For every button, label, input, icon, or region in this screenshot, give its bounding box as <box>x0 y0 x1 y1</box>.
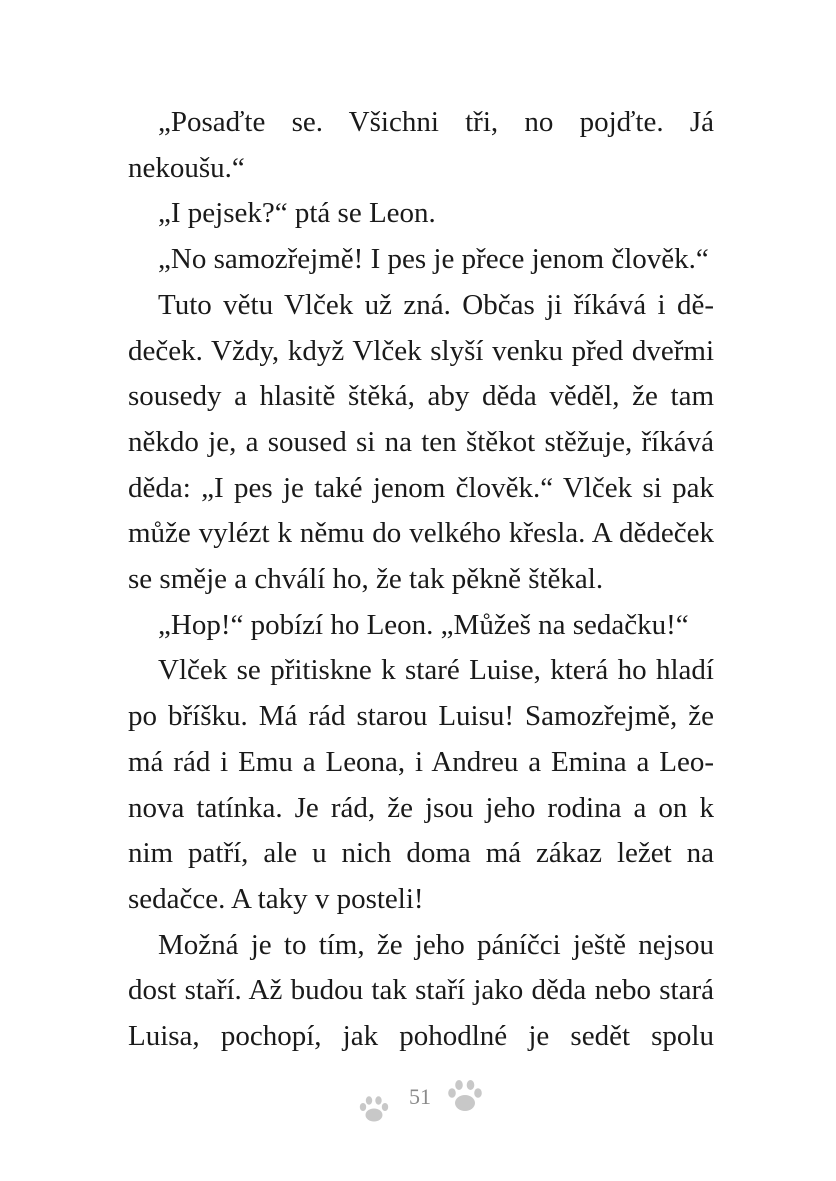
body-text <box>128 100 714 1060</box>
paw-print-icon <box>446 1078 484 1114</box>
page-footer <box>0 1076 836 1126</box>
paragraph: „I pejsek?“ ptá se Leon. <box>158 197 436 230</box>
paragraph: „Hop!“ pobízí ho Leon. „Můžeš na sedačku!“ <box>158 608 689 641</box>
paragraph: „Posaďte se. Všichni tři, no pojďte. Já nekoušu.“ <box>128 106 714 184</box>
paw-print-icon <box>358 1094 390 1124</box>
paragraph: „No samozřejmě! I pes je přece jenom člověk.“ <box>158 243 709 276</box>
page-number: 51 <box>409 1084 431 1109</box>
paragraph: Vlček se přitiskne k staré Luise, která ho hladí po bříšku. Má rád starou Luisu! Samozřejmě, že má rád i Emu a Leona, i Andreu a Emina a Leonova tatínka. Je rád, že jsou jeho rodina a on k nim patří, ale u nich doma má zákaz ležet na sedačce. A taky v posteli! <box>128 654 714 915</box>
paragraph: Tuto větu Vlček už zná. Občas ji říkává i dědeček. Vždy, když Vlček slyší venku před dveřmi sousedy a hlasitě štěká, aby děda věděl, že tam někdo je, a soused si na ten štěkot stěžuje, říkává děda: „I pes je také jenom člověk.“ Vlček si pak může vylézt k němu do velkého křesla. A dědeček se směje a chválí ho, že tak pěkně štěkal. <box>128 288 714 596</box>
paragraph: Možná je to tím, že jeho páníčci ještě nejsou dost staří. Až budou tak staří jako děda nebo stará Luisa, pochopí, jak pohodlné je sedět spolu <box>128 928 714 1053</box>
